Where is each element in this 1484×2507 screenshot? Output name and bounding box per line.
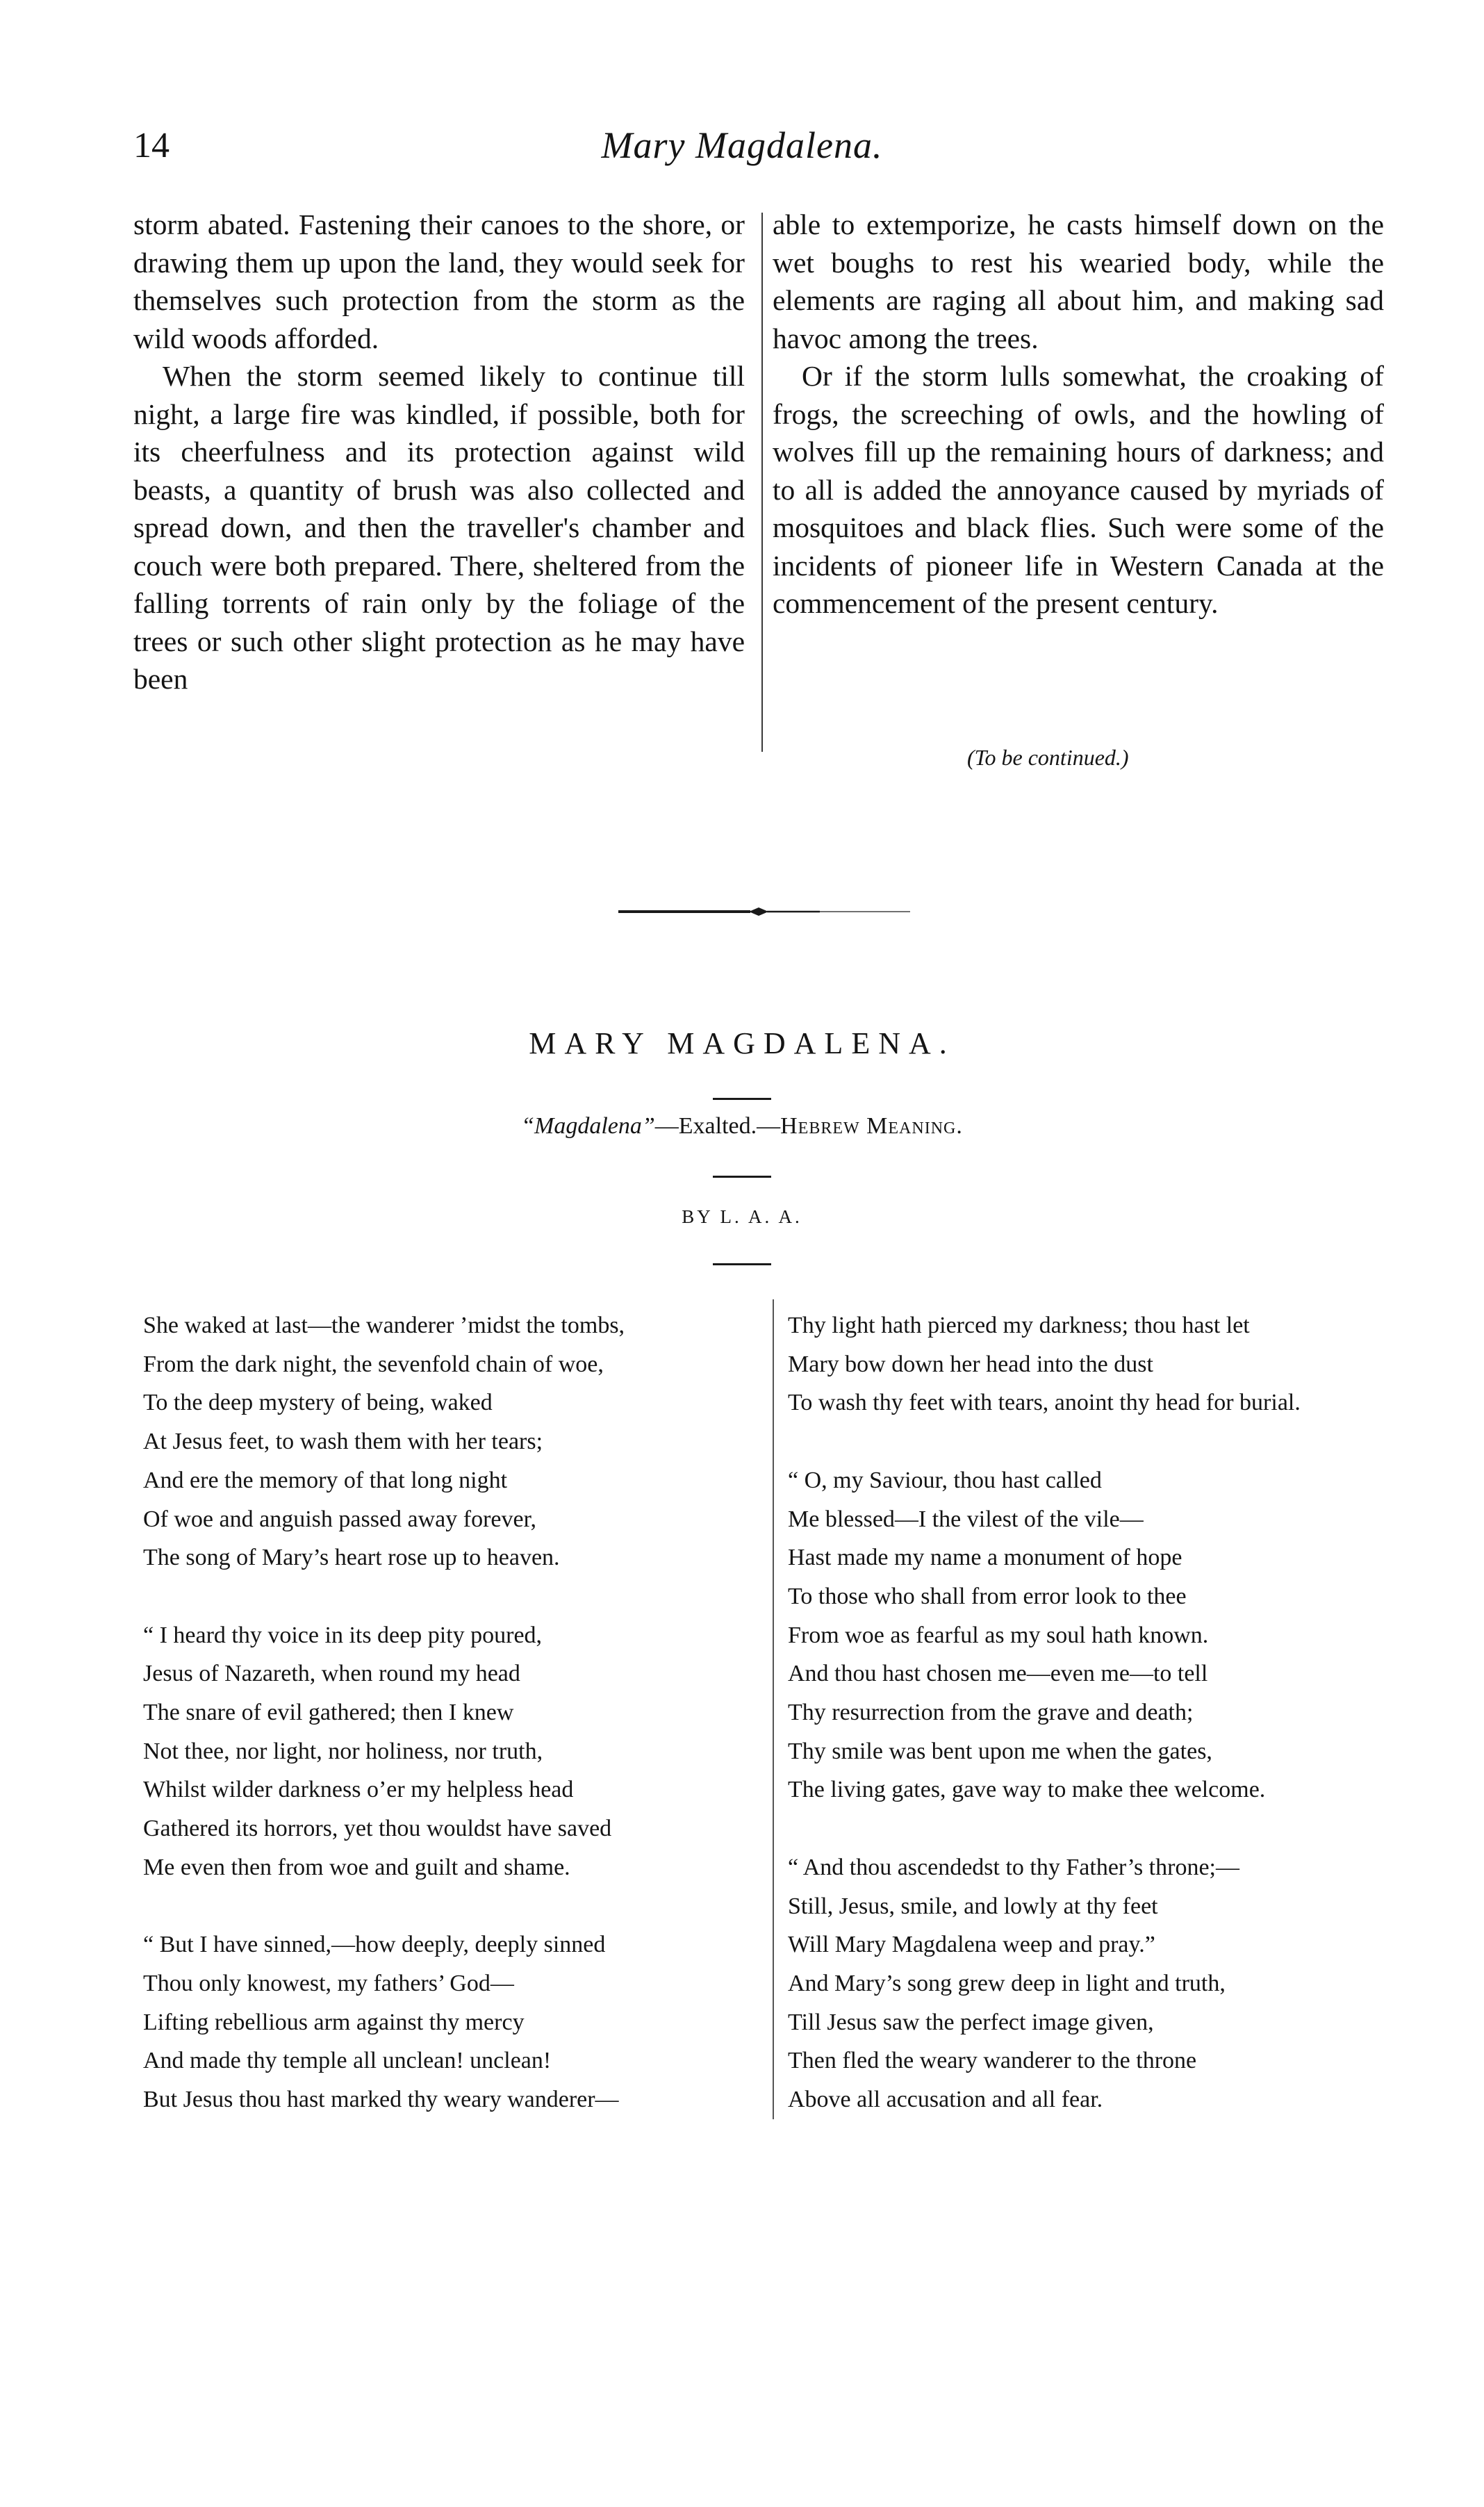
poem-line: Till Jesus saw the perfect image given,	[788, 2009, 1154, 2035]
poem-line: Me blessed—I the vilest of the vile—	[788, 1506, 1144, 1532]
poem-line: Of woe and anguish passed away forever,	[143, 1506, 537, 1532]
poem-line: Still, Jesus, smile, and lowly at thy feet	[788, 1893, 1158, 1919]
article-paragraph: able to extemporize, he casts himself down on the wet boughs to rest his wearied body, while the elements are raging all about him, and making sad havoc among the trees.	[773, 208, 1384, 354]
poem-line: And ere the memory of that long night	[143, 1467, 508, 1493]
poem-line: Will Mary Magdalena weep and pray.”	[788, 1932, 1155, 1958]
poem-line: “ And thou ascendedst to thy Father’s throne;—	[788, 1854, 1239, 1880]
poem-line: “ I heard thy voice in its deep pity poured,	[143, 1622, 543, 1648]
epigraph	[0, 1113, 1484, 1140]
column-divider	[761, 213, 763, 752]
poem-left-column	[143, 1306, 625, 2157]
poem-line: Hast made my name a monument of hope	[788, 1545, 1182, 1571]
article-paragraph: When the storm seemed likely to continue till night, a large fire was kindled, if possible, both for its cheerfulness and its protection against wild beasts, a quantity of brush was also collected and spread down, and then the traveller's chamber and couch were both prepared. There, sheltered from the falling torrents of rain only by the foliage of the trees or such other slight protection as he may have been	[133, 360, 745, 695]
poem-line: And made thy temple all unclean! unclean!	[143, 2048, 552, 2074]
poem-line: Jesus of Nazareth, when round my head	[143, 1661, 520, 1687]
poem-line: And thou hast chosen me—even me—to tell	[788, 1661, 1208, 1687]
poem-line: “ But I have sinned,—how deeply, deeply sinned	[143, 1932, 606, 1958]
page-number: 14	[133, 126, 170, 165]
title-rule	[713, 1098, 771, 1100]
poem-line: Thy resurrection from the grave and death;	[788, 1700, 1194, 1726]
poem-line: To the deep mystery of being, waked	[143, 1390, 493, 1416]
poem-line: Thy light hath pierced my darkness; thou hast let	[788, 1313, 1250, 1338]
poem-line: From the dark night, the sevenfold chain of woe,	[143, 1351, 604, 1377]
poem-line: Me even then from woe and guilt and shame.	[143, 1854, 570, 1880]
poem-line: Then fled the weary wanderer to the throne	[788, 2048, 1197, 2074]
article-paragraph: Or if the storm lulls somewhat, the croaking of frogs, the screeching of owls, and the howling of wolves fill up the remaining hours of darkness; and to all is added the annoyance caused by myriads of mosquitoes and black flies. Such were some of the incidents of pioneer life in Western Canada at the commencement of the present century.	[773, 360, 1384, 619]
epigraph-title: “Magdalena”	[521, 1113, 655, 1139]
stanza	[788, 1461, 1301, 1809]
poem-line: Above all accusation and all fear.	[788, 2087, 1103, 2113]
poem-line: The snare of evil gathered; then I knew	[143, 1700, 514, 1726]
poem-line: Mary bow down her head into the dust	[788, 1351, 1153, 1377]
poem-line: Gathered its horrors, yet thou wouldst have saved	[143, 1816, 612, 1842]
poem-line: Thou only knowest, my fathers’ God—	[143, 1970, 514, 1996]
article-left-column	[133, 206, 745, 698]
poem-line: Thy smile was bent upon me when the gates,	[788, 1738, 1212, 1764]
poem-line: To wash thy feet with tears, anoint thy head for burial.	[788, 1390, 1301, 1416]
stanza	[143, 1306, 625, 1577]
poem-right-column	[788, 1306, 1301, 2157]
stanza	[788, 1306, 1301, 1422]
stanza	[788, 1848, 1301, 2119]
epigraph-rule	[713, 1176, 771, 1178]
section-ornament	[611, 903, 917, 920]
stanza	[143, 1616, 625, 1887]
poem-line: And Mary’s song grew deep in light and truth,	[788, 1970, 1226, 1996]
to-be-continued-note: (To be continued.)	[967, 745, 1129, 770]
poem-line: Not thee, nor light, nor holiness, nor truth,	[143, 1738, 543, 1764]
poem-line: But Jesus thou hast marked thy weary wanderer—	[143, 2087, 619, 2113]
poem-line: To those who shall from error look to thee	[788, 1583, 1187, 1609]
poem-column-divider	[773, 1299, 774, 2119]
poem-line: The song of Mary’s heart rose up to heaven.	[143, 1545, 560, 1571]
poem-line: Whilst wilder darkness o’er my helpless head	[143, 1777, 574, 1803]
poem-line: The living gates, gave way to make thee welcome.	[788, 1777, 1266, 1803]
article-paragraph: storm abated. Fastening their canoes to the shore, or drawing them up upon the land, they would seek for themselves such protection from the storm as the wild woods afforded.	[133, 208, 745, 354]
poem-line: “ O, my Saviour, thou hast called	[788, 1467, 1102, 1493]
article-right-column	[773, 206, 1384, 623]
poem-line: At Jesus feet, to wash them with her tears;	[143, 1429, 543, 1455]
running-title: Mary Magdalena.	[601, 124, 883, 166]
poem-line: She waked at last—the wanderer ’midst the tombs,	[143, 1313, 625, 1338]
poem-title: MARY MAGDALENA.	[529, 1026, 955, 1060]
poem-line: Lifting rebellious arm against thy mercy	[143, 2009, 525, 2035]
epigraph-text: —Exalted.—	[654, 1113, 781, 1139]
epigraph-meaning: Hebrew Meaning.	[780, 1113, 963, 1139]
stanza	[143, 1925, 625, 2119]
byline: BY L. A. A.	[682, 1206, 802, 1227]
poem-line: From woe as fearful as my soul hath known.	[788, 1622, 1209, 1648]
byline-rule	[713, 1263, 771, 1265]
